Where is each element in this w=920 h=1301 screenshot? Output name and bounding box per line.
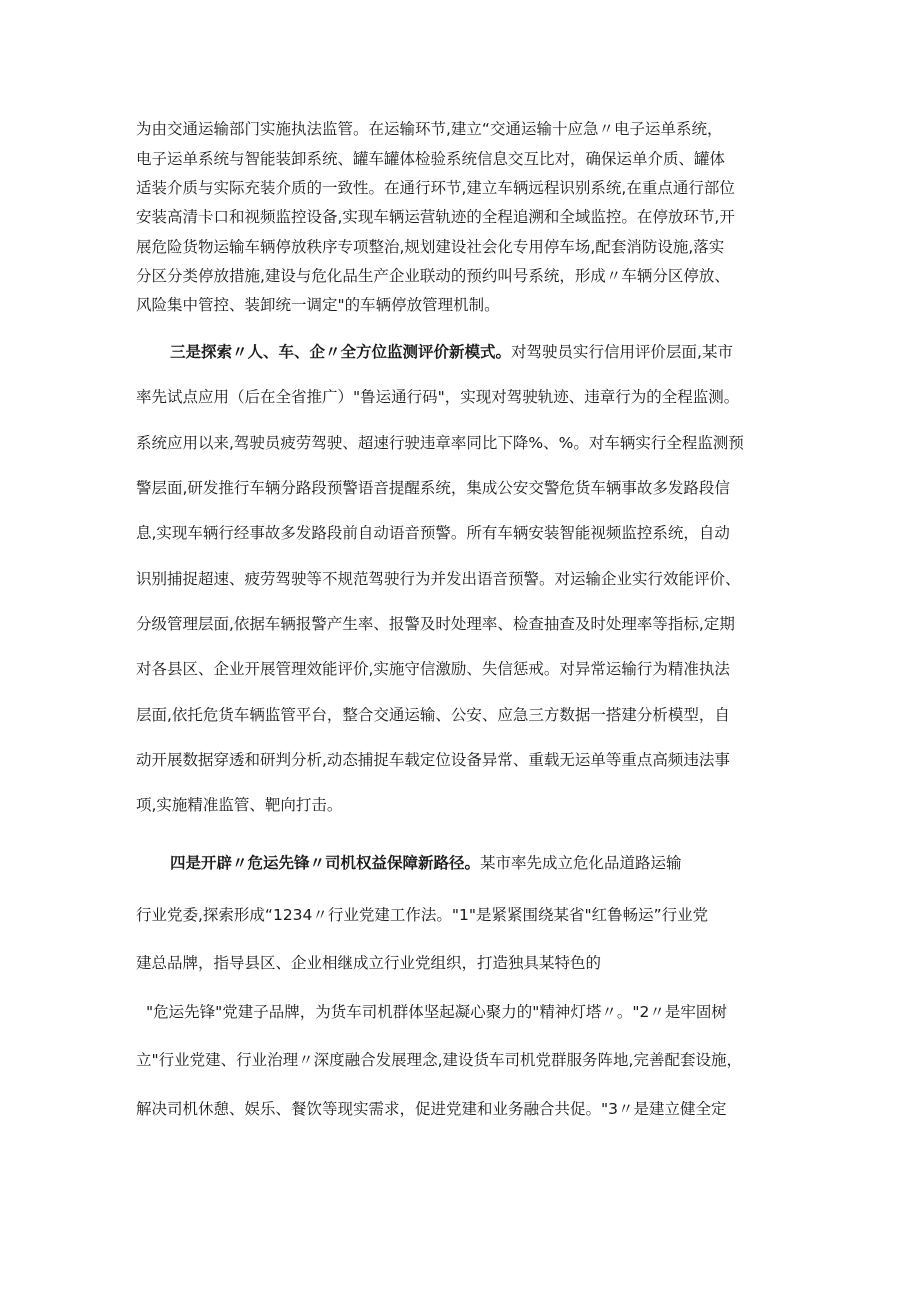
text-line-first [170,852,796,874]
text-line: 为由交通运输部门实施执法监管。在运输环节,建立“交通运输十应急〃电子运单系统， [136,120,723,138]
text-line: 电子运单系统与智能装卸系统、罐车罐体检验系统信息交互比对，确保运单介质、罐体 [136,150,726,168]
text-line: 建总品牌，指导县区、企业相继成立行业党组织，打造独具某特色的 [136,954,602,972]
text-line: "危运先锋"党建子品牌，为货车司机群体坚起凝心聚力的"精神灯塔〃。"2〃是牢固树 [146,1003,727,1021]
text-line: 系统应用以来,驾驶员疲劳驾驶、超速行驶违章率同比下降%、%。对车辆实行全程监测预 [136,434,744,452]
text-line: 行业党委,探索形成“1234〃行业党建工作法。"1"是紧紧围绕某省"红鲁畅运”行业党 [136,906,709,924]
text-span: 某市率先成立危化品道路运输 [480,854,682,872]
text-line: 安装高清卡口和视频监控设备,实现车辆运营轨迹的全程追溯和全域监控。在停放环节,开 [136,208,735,226]
text-line: 分级管理层面,依据车辆报警产生率、报警及时处理率、检查抽查及时处理率等指标,定期 [136,615,735,633]
text-line: 项,实施精准监管、靶向打击。 [136,796,343,814]
text-line: 息,实现车辆行经事故多发路段前自动语音预警。所有车辆安装智能视频监控系统，自动 [136,524,730,542]
section-heading: 三是探索〃人、车、企〃全方位监测评价新模式。 [170,343,512,361]
text-span: 对驾驶员实行信用评价层面,某市 [511,343,733,361]
text-line: 立"行业党建、行业治理〃深度融合发展理念,建设货车司机党群服务阵地,完善配套设施， [136,1051,742,1069]
text-line: 适装介质与实际充装介质的一致性。在通行环节,建立车辆远程识别系统,在重点通行部位 [136,179,735,197]
text-line: 展危险货物运输车辆停放秩序专项整治,规划建设社会化专用停车场,配套消防设施,落实 [136,238,725,256]
text-line: 分区分类停放措施,建设与危化品生产企业联动的预约叫号系统，形成〃车辆分区停放、 [136,267,730,285]
text-line: 对各县区、企业开展管理效能评价,实施守信激励、失信惩戒。对异常运输行为精准执法 [136,660,730,678]
section-heading: 四是开辟〃危运先锋〃司机权益保障新路径。 [170,854,481,872]
text-line-first [170,341,796,363]
text-line: 识别捕捉超速、疲劳驾驶等不规范驾驶行为并发出语音预警。对运输企业实行效能评价、 [136,570,741,588]
text-line: 警层面,研发推行车辆分路段预警语音提醒系统，集成公安交警危货车辆事故多发路段信 [136,479,730,497]
text-line: 解决司机休憩、娱乐、餐饮等现实需求，促进党建和业务融合共促。"3〃是建立健全定 [136,1100,727,1118]
text-line: 层面,依托危货车辆监管平台，整合交通运输、公安、应急三方数据一搭建分析模型，自 [136,706,730,724]
text-line: 动开展数据穿透和研判分析,动态捕捉车载定位设备异常、重载无运单等重点高频违法事 [136,751,730,769]
text-line: 率先试点应用（后在全省推广）"鲁运通行码"，实现对驾驶轨迹、违章行为的全程监测。 [136,388,740,406]
text-line: 风险集中管控、装卸统一调定"的车辆停放管理机制。 [136,296,500,314]
